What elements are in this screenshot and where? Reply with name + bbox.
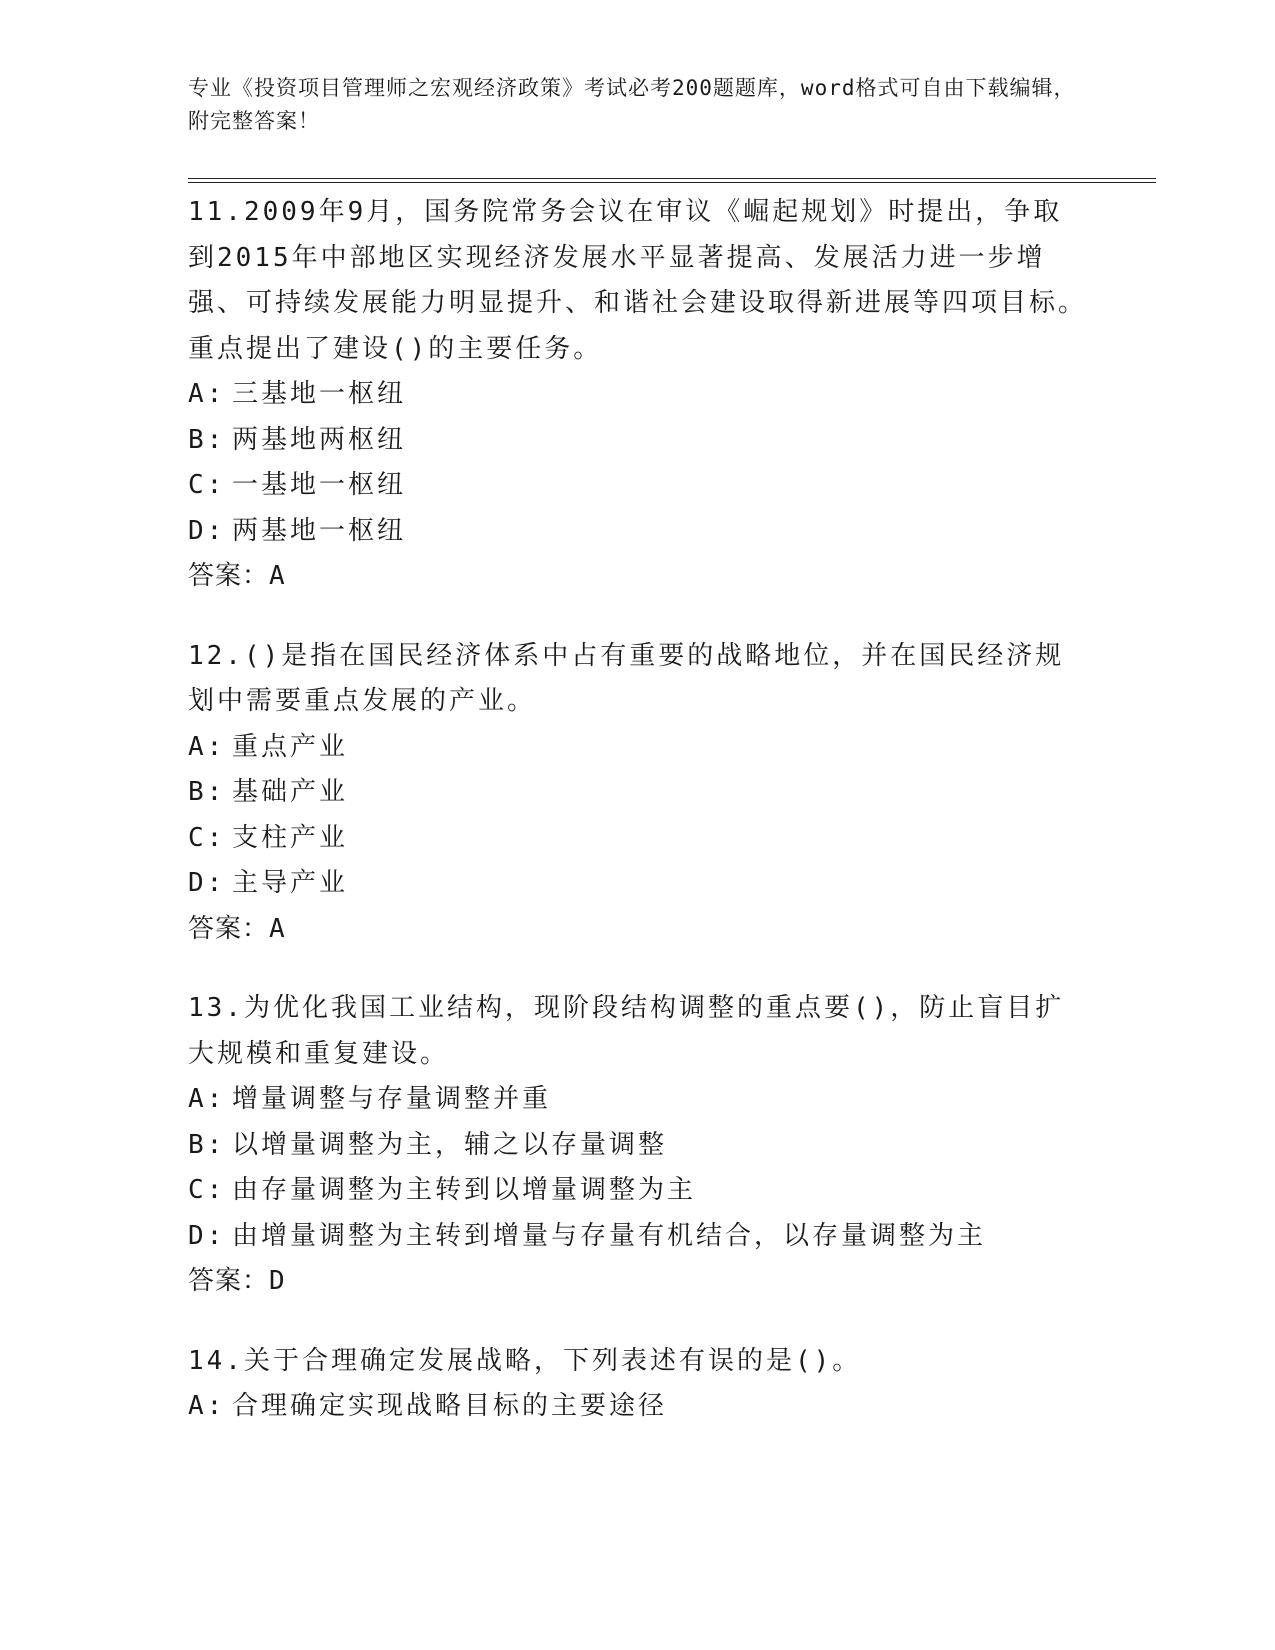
option-a: [188, 725, 1088, 771]
question-text: 11.2009年9月，国务院常务会议在审议《崛起规划》时提出，争取到2015年中部地区实现经济发展水平显著提高、发展活力进一步增强、可持续发展能力明显提升、和谐社会建设取得新进展等四项目标。重点提出了建设()的主要任务。: [188, 197, 1088, 364]
option-text: 两基地一枢纽: [232, 515, 407, 546]
option-text: 主导产业: [232, 868, 349, 898]
question-text: 12.()是指在国民经济体系中占有重要的战略地位，并在国民经济规划中需要重点发展的产业。: [188, 640, 1065, 716]
option-letter: C:: [188, 470, 226, 500]
answer-line: 答案：A: [188, 913, 286, 944]
option-text: 以增量调整为主，辅之以存量调整: [232, 1129, 668, 1160]
option-letter: B:: [188, 777, 226, 807]
option-text: 重点产业: [232, 731, 349, 762]
option-b: [188, 770, 1088, 816]
option-text: 两基地两枢纽: [232, 424, 407, 455]
question-text: 13.为优化我国工业结构，现阶段结构调整的重点要()，防止盲目扩大规模和重复建设。: [188, 993, 1065, 1069]
option-text: 由存量调整为主转到以增量调整为主: [232, 1175, 697, 1205]
option-text: 基础产业: [232, 777, 349, 807]
option-letter: C:: [188, 1175, 226, 1205]
option-letter: B:: [188, 1129, 226, 1160]
option-letter: C:: [188, 822, 226, 853]
question-list: [188, 190, 1088, 1464]
option-letter: A:: [188, 1391, 226, 1421]
header-divider-top: [188, 178, 1156, 179]
option-d: [188, 509, 1088, 555]
question-14: [188, 1339, 1088, 1430]
question-11: [188, 190, 1088, 600]
answer-line: 答案：D: [188, 1266, 286, 1296]
option-c: [188, 816, 1088, 862]
option-text: 支柱产业: [232, 822, 349, 853]
option-c: [188, 1168, 1088, 1214]
option-text: 合理确定实现战略目标的主要途径: [232, 1391, 668, 1421]
header-divider-bottom: [188, 182, 1156, 183]
option-letter: A:: [188, 731, 226, 762]
option-letter: D:: [188, 515, 226, 546]
option-text: 由增量调整为主转到增量与存量有机结合，以存量调整为主: [232, 1220, 987, 1251]
option-letter: D:: [188, 868, 226, 898]
document-header: 专业《投资项目管理师之宏观经济政策》考试必考200题题库，word格式可自由下载编辑，附完整答案！: [188, 76, 1076, 133]
option-text: 增量调整与存量调整并重: [232, 1084, 552, 1114]
option-d: [188, 1214, 1088, 1260]
option-letter: D:: [188, 1220, 226, 1251]
question-text: 14.关于合理确定发展战略，下列表述有误的是()。: [188, 1345, 862, 1376]
option-letter: A:: [188, 379, 226, 409]
option-b: [188, 1123, 1088, 1169]
option-a: [188, 1384, 1088, 1430]
option-d: [188, 861, 1088, 907]
option-text: 一基地一枢纽: [232, 470, 407, 500]
option-a: [188, 372, 1088, 418]
option-text: 三基地一枢纽: [232, 379, 407, 409]
option-b: [188, 418, 1088, 464]
option-letter: B:: [188, 424, 226, 455]
option-letter: A:: [188, 1084, 226, 1114]
option-a: [188, 1077, 1088, 1123]
answer-line: 答案：A: [188, 561, 286, 591]
question-13: [188, 986, 1088, 1305]
option-c: [188, 463, 1088, 509]
question-12: [188, 634, 1088, 953]
